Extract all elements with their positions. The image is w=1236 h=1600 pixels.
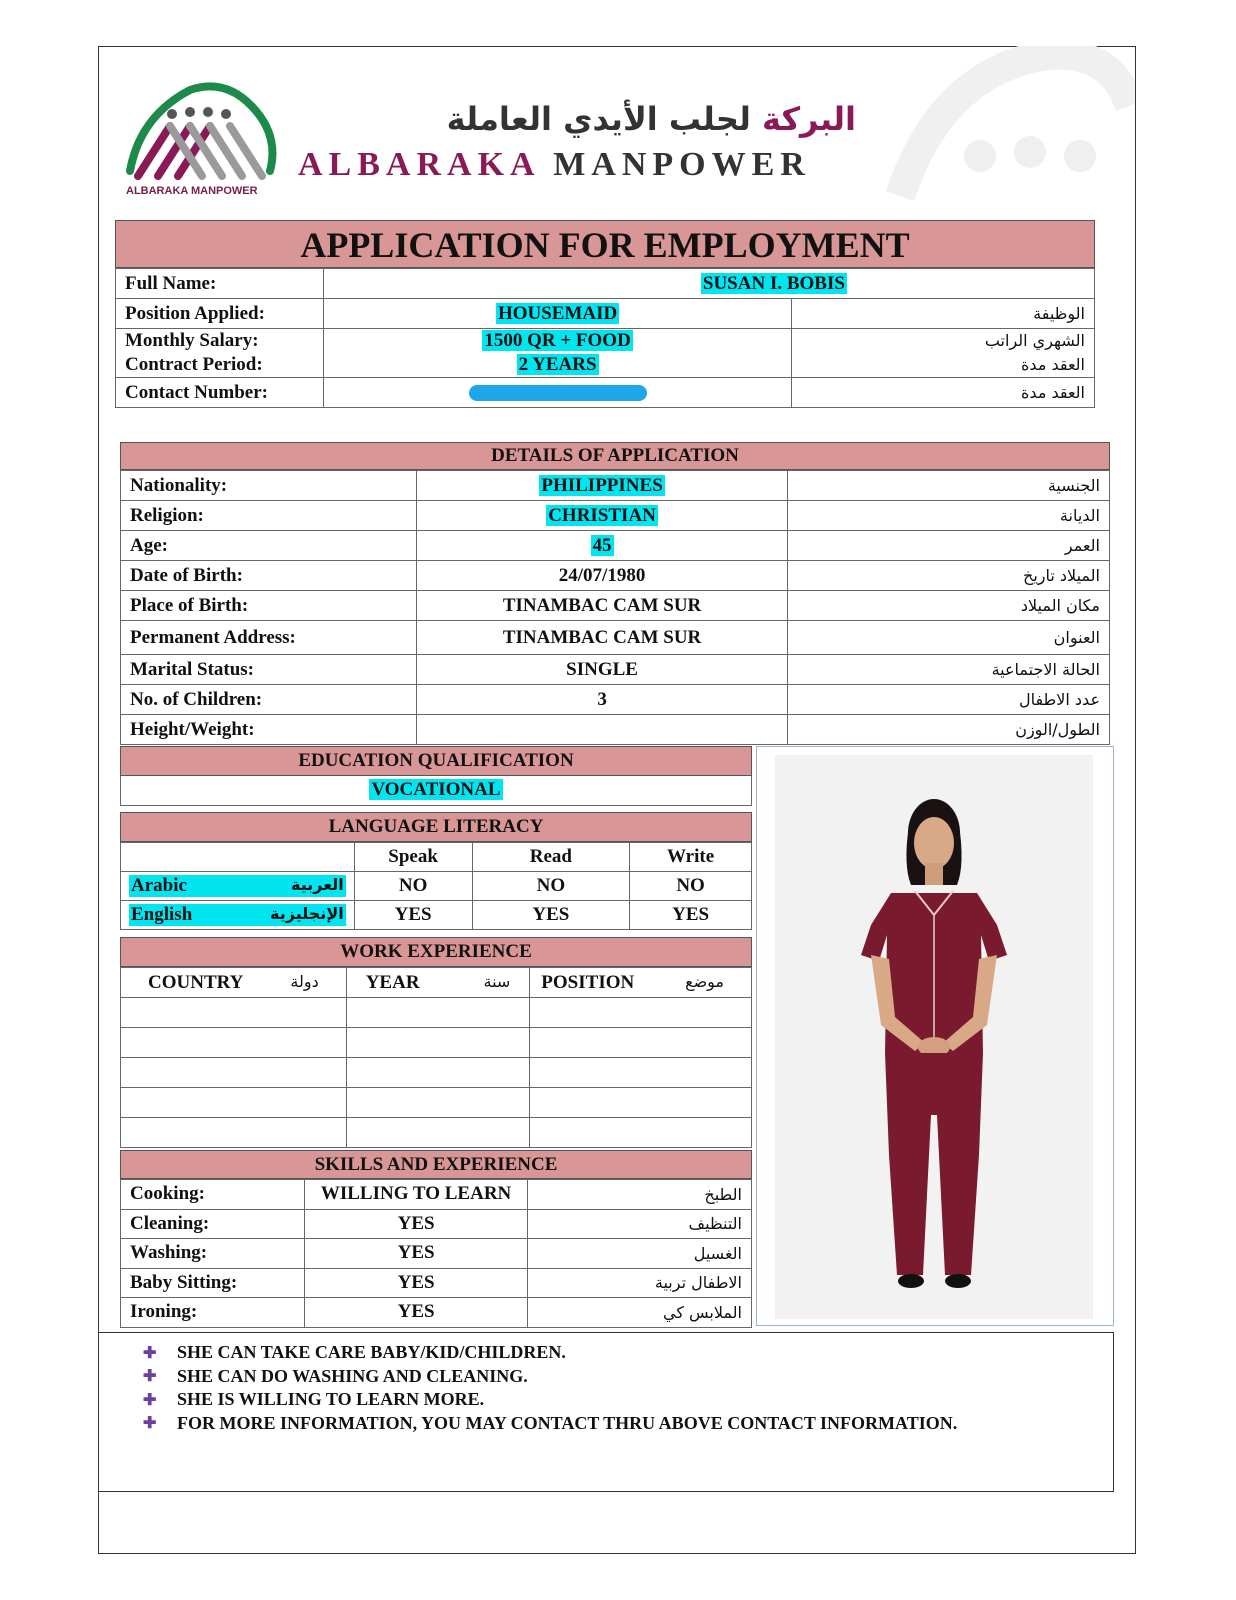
contact-label-ar: العقد مدة (792, 378, 1095, 408)
salary-value: 1500 QR + FOOD (484, 330, 631, 351)
skill-label-ar: الاطفال تربية (528, 1268, 752, 1298)
detail-label: No. of Children: (121, 685, 417, 715)
applicant-figure-icon (775, 755, 1093, 1319)
table-row (121, 998, 752, 1028)
language-table (120, 842, 752, 930)
details-section (120, 442, 1110, 745)
table-row (121, 1118, 752, 1148)
table-row (121, 501, 1110, 531)
detail-value: CHRISTIAN (548, 504, 656, 526)
detail-label: Date of Birth: (121, 561, 417, 591)
table-row (121, 1209, 752, 1239)
position-label: Position Applied: (116, 299, 324, 329)
col-write: Write (630, 843, 752, 872)
skill-label-ar: التنظيف (528, 1209, 752, 1239)
table-row (121, 655, 1110, 685)
write-value: YES (630, 901, 752, 930)
table-row (121, 1088, 752, 1118)
table-row (121, 1180, 752, 1210)
detail-label: Permanent Address: (121, 621, 417, 655)
table-row (121, 1028, 752, 1058)
table-row (121, 1058, 752, 1088)
table-row (121, 471, 1110, 501)
note-text: SHE IS WILLING TO LEARN MORE. (177, 1389, 485, 1410)
brand-ar-2: لجلب الأيدي العاملة (446, 100, 751, 138)
table-row (121, 531, 1110, 561)
table-row (121, 1239, 752, 1269)
detail-label: Place of Birth: (121, 591, 417, 621)
full-name-value: SUSAN I. BOBIS (702, 272, 845, 294)
col-country: COUNTRY (148, 971, 244, 993)
work-table (120, 967, 752, 1148)
detail-value: SINGLE (566, 658, 638, 680)
list-item (143, 1341, 1113, 1365)
education-title: EDUCATION QUALIFICATION (120, 746, 752, 776)
salary-label: Monthly Salary: (125, 330, 259, 351)
brand-en-1: ALBARAKA (298, 146, 539, 183)
logo-caption: ALBARAKA MANPOWER (126, 185, 258, 197)
table-row (121, 685, 1110, 715)
application-table (115, 268, 1095, 408)
col-country-ar: دولة (290, 971, 319, 991)
note-text: SHE CAN TAKE CARE BABY/KID/CHILDREN. (177, 1342, 566, 1363)
language-title: LANGUAGE LITERACY (120, 812, 752, 842)
detail-value: TINAMBAC CAM SUR (502, 594, 702, 616)
skill-value: YES (304, 1268, 528, 1298)
detail-value: TINAMBAC CAM SUR (502, 626, 702, 648)
watermark-icon (880, 46, 1135, 206)
col-read: Read (472, 843, 630, 872)
write-value: NO (630, 872, 752, 901)
brand-ar-1: البركة (762, 100, 856, 138)
detail-label-ar: مكان الميلاد (788, 591, 1110, 621)
bullet-arrow-icon: ✚ (143, 1368, 157, 1386)
list-item (143, 1388, 1113, 1412)
bullet-arrow-icon: ✚ (143, 1344, 157, 1362)
bullet-arrow-icon: ✚ (143, 1391, 157, 1409)
skill-label: Baby Sitting: (121, 1268, 305, 1298)
position-label-ar: الوظيفة (792, 299, 1095, 329)
education-value: VOCATIONAL (371, 779, 501, 800)
details-title: DETAILS OF APPLICATION (120, 442, 1110, 470)
contract-label-ar: العقد مدة (1021, 355, 1085, 374)
detail-label: Nationality: (121, 471, 417, 501)
detail-label-ar: العمر (788, 531, 1110, 561)
list-item (143, 1412, 1113, 1436)
skill-value: YES (304, 1239, 528, 1269)
bullet-arrow-icon: ✚ (143, 1415, 157, 1433)
skill-value: WILLING TO LEARN (304, 1180, 528, 1210)
skill-label: Washing: (121, 1239, 305, 1269)
detail-label: Age: (121, 531, 417, 561)
table-row (121, 591, 1110, 621)
table-row (121, 901, 752, 930)
skills-table (120, 1179, 752, 1328)
list-item (143, 1365, 1113, 1389)
application-section (115, 220, 1095, 408)
details-table (120, 470, 1110, 745)
brand-name-english (298, 146, 811, 184)
detail-value: 45 (592, 534, 612, 556)
brand-en-2: MANPOWER (553, 146, 811, 183)
contract-label: Contract Period: (125, 354, 263, 375)
skill-value: YES (304, 1209, 528, 1239)
skills-title: SKILLS AND EXPERIENCE (120, 1150, 752, 1179)
speak-value: YES (354, 901, 472, 930)
skill-label-ar: الملابس كي (528, 1298, 752, 1328)
language-section (120, 812, 752, 930)
detail-value: 3 (597, 688, 607, 710)
table-row (121, 621, 1110, 655)
contact-label: Contact Number: (116, 378, 324, 408)
detail-label-ar: الطول/الوزن (788, 715, 1110, 745)
skill-label: Cleaning: (121, 1209, 305, 1239)
detail-label: Marital Status: (121, 655, 417, 685)
table-row (121, 561, 1110, 591)
col-position: POSITION (541, 971, 635, 993)
work-title: WORK EXPERIENCE (120, 937, 752, 967)
table-row (121, 872, 752, 901)
col-year: YEAR (365, 971, 420, 993)
note-text: FOR MORE INFORMATION, YOU MAY CONTACT THRU ABOVE CONTACT INFORMATION. (177, 1412, 958, 1433)
full-name-label: Full Name: (116, 269, 324, 299)
skill-label-ar: الغسيل (528, 1239, 752, 1269)
contact-redacted (469, 385, 647, 401)
language-name-ar: العربية (291, 875, 344, 894)
brand-name-arabic (296, 100, 856, 138)
skill-label-ar: الطبخ (528, 1180, 752, 1210)
read-value: NO (472, 872, 630, 901)
application-title: APPLICATION FOR EMPLOYMENT (115, 220, 1095, 268)
detail-label: Religion: (121, 501, 417, 531)
education-section (120, 746, 752, 806)
col-year-ar: سنة (483, 971, 511, 991)
work-section (120, 937, 752, 1148)
notes-box (98, 1332, 1114, 1492)
col-speak: Speak (354, 843, 472, 872)
detail-label-ar: عدد الاطفال (788, 685, 1110, 715)
language-name-ar: الإنجليزية (270, 904, 344, 923)
table-row (121, 1298, 752, 1328)
detail-label-ar: الحالة الاجتماعية (788, 655, 1110, 685)
read-value: YES (472, 901, 630, 930)
detail-label-ar: الجنسية (788, 471, 1110, 501)
language-name: Arabic (131, 875, 187, 896)
applicant-photo (756, 746, 1114, 1326)
detail-value: 24/07/1980 (558, 564, 646, 586)
contract-value: 2 YEARS (518, 354, 597, 375)
detail-label-ar: العنوان (788, 621, 1110, 655)
detail-label: Height/Weight: (121, 715, 417, 745)
speak-value: NO (354, 872, 472, 901)
skills-section (120, 1150, 752, 1328)
note-text: SHE CAN DO WASHING AND CLEANING. (177, 1365, 528, 1386)
skill-value: YES (304, 1298, 528, 1328)
detail-label-ar: الديانة (788, 501, 1110, 531)
language-name: English (131, 904, 193, 925)
skill-label: Ironing: (121, 1298, 305, 1328)
position-value: HOUSEMAID (497, 302, 618, 324)
detail-label-ar: الميلاد تاريخ (788, 561, 1110, 591)
skill-label: Cooking: (121, 1180, 305, 1210)
table-row (121, 715, 1110, 745)
col-position-ar: موضع (685, 971, 724, 991)
salary-label-ar: الشهري الراتب (984, 331, 1085, 350)
table-row (121, 1268, 752, 1298)
detail-value: PHILIPPINES (541, 474, 663, 496)
